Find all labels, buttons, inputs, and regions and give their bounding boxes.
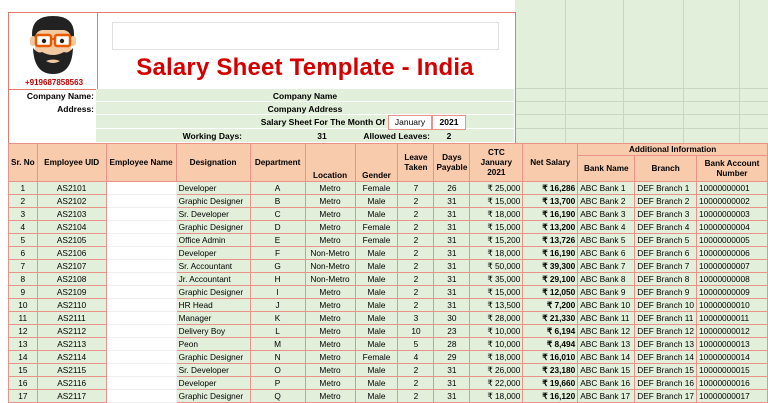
branch-cell[interactable]: DEF Branch 14: [635, 351, 697, 364]
ctc-cell[interactable]: ₹ 18,000: [470, 390, 523, 403]
designation-cell[interactable]: Developer: [176, 377, 250, 390]
bank-account-cell[interactable]: 10000000016: [696, 377, 767, 390]
branch-cell[interactable]: DEF Branch 8: [635, 273, 697, 286]
net-salary-cell[interactable]: ₹ 19,660: [523, 377, 578, 390]
employee-uid-cell[interactable]: AS2112: [37, 325, 106, 338]
gender-cell[interactable]: Male: [355, 273, 398, 286]
ctc-cell[interactable]: ₹ 15,000: [470, 221, 523, 234]
location-cell[interactable]: Metro: [305, 364, 355, 377]
bank-name-cell[interactable]: ABC Bank 7: [578, 260, 635, 273]
department-cell[interactable]: B: [250, 195, 305, 208]
employee-uid-cell[interactable]: AS2116: [37, 377, 106, 390]
designation-cell[interactable]: Graphic Designer: [176, 390, 250, 403]
department-cell[interactable]: G: [250, 260, 305, 273]
days-payable-cell[interactable]: 31: [434, 273, 470, 286]
net-salary-cell[interactable]: ₹ 13,200: [523, 221, 578, 234]
bank-account-cell[interactable]: 10000000006: [696, 247, 767, 260]
bank-name-cell[interactable]: ABC Bank 2: [578, 195, 635, 208]
table-row: [9, 182, 768, 195]
ctc-cell[interactable]: ₹ 15,200: [470, 234, 523, 247]
bank-account-cell[interactable]: 10000000005: [696, 234, 767, 247]
month-value: January: [394, 117, 426, 127]
table-row: [9, 273, 768, 286]
ctc-cell[interactable]: ₹ 28,000: [470, 312, 523, 325]
net-salary-cell[interactable]: ₹ 12,050: [523, 286, 578, 299]
days-payable-cell[interactable]: 30: [434, 312, 470, 325]
designation-cell[interactable]: Developer: [176, 182, 250, 195]
sr-no-cell[interactable]: 9: [9, 286, 38, 299]
days-payable-cell[interactable]: 31: [434, 208, 470, 221]
bank-name-cell[interactable]: ABC Bank 6: [578, 247, 635, 260]
sr-no-cell[interactable]: 15: [9, 364, 38, 377]
branch-cell[interactable]: DEF Branch 16: [635, 377, 697, 390]
days-payable-cell[interactable]: 31: [434, 286, 470, 299]
days-payable-cell[interactable]: 23: [434, 325, 470, 338]
employee-uid-cell[interactable]: AS2107: [37, 260, 106, 273]
bank-account-cell[interactable]: 10000000010: [696, 299, 767, 312]
employee-name-cell[interactable]: [106, 351, 176, 364]
title-input-box[interactable]: [112, 22, 499, 50]
ctc-cell[interactable]: ₹ 15,000: [470, 286, 523, 299]
table-row: [9, 260, 768, 273]
sr-no-cell[interactable]: 5: [9, 234, 38, 247]
net-salary-cell[interactable]: ₹ 16,010: [523, 351, 578, 364]
net-salary-cell[interactable]: ₹ 13,726: [523, 234, 578, 247]
bank-account-cell[interactable]: 10000000012: [696, 325, 767, 338]
branch-cell[interactable]: DEF Branch 7: [635, 260, 697, 273]
sheet-title: Salary Sheet Template - India: [136, 54, 474, 81]
salary-rows: [9, 182, 768, 403]
department-cell[interactable]: F: [250, 247, 305, 260]
days-payable-cell[interactable]: 26: [434, 182, 470, 195]
ctc-cell[interactable]: ₹ 10,000: [470, 338, 523, 351]
year-value: 2021: [439, 117, 459, 127]
col-ctc: CTC January 2021: [470, 144, 523, 182]
employee-uid-cell[interactable]: AS2110: [37, 299, 106, 312]
location-cell[interactable]: Metro: [305, 312, 355, 325]
table-row: [9, 299, 768, 312]
designation-cell[interactable]: Developer: [176, 247, 250, 260]
logo: [12, 12, 92, 90]
leave-taken-cell[interactable]: 2: [398, 299, 434, 312]
col-days-payable: Days Payable: [434, 144, 470, 182]
branch-cell[interactable]: DEF Branch 11: [635, 312, 697, 325]
department-cell[interactable]: H: [250, 273, 305, 286]
location-cell[interactable]: Metro: [305, 234, 355, 247]
bank-name-cell[interactable]: ABC Bank 11: [578, 312, 635, 325]
net-salary-cell[interactable]: ₹ 16,286: [523, 182, 578, 195]
sr-no-cell[interactable]: 7: [9, 260, 38, 273]
gender-cell[interactable]: Male: [355, 325, 398, 338]
days-payable-cell[interactable]: 28: [434, 338, 470, 351]
empty-cells-area[interactable]: [515, 0, 768, 143]
table-row: [9, 247, 768, 260]
bank-name-cell[interactable]: ABC Bank 9: [578, 286, 635, 299]
gender-cell[interactable]: Male: [355, 286, 398, 299]
designation-cell[interactable]: Jr. Accountant: [176, 273, 250, 286]
employee-uid-cell[interactable]: AS2117: [37, 390, 106, 403]
leave-taken-cell[interactable]: 2: [398, 195, 434, 208]
gender-cell[interactable]: Male: [355, 208, 398, 221]
location-cell[interactable]: Metro: [305, 390, 355, 403]
gender-cell[interactable]: Male: [355, 299, 398, 312]
employee-name-cell[interactable]: [106, 273, 176, 286]
table-row: [9, 351, 768, 364]
days-payable-cell[interactable]: 31: [434, 221, 470, 234]
ctc-cell[interactable]: ₹ 18,000: [470, 247, 523, 260]
sr-no-cell[interactable]: 14: [9, 351, 38, 364]
phone-number: +919687858563: [24, 78, 84, 87]
net-salary-cell[interactable]: ₹ 6,194: [523, 325, 578, 338]
days-payable-cell[interactable]: 31: [434, 195, 470, 208]
col-bank-name: Bank Name: [578, 156, 635, 182]
location-cell[interactable]: Metro: [305, 221, 355, 234]
net-salary-cell[interactable]: ₹ 16,190: [523, 208, 578, 221]
gender-cell[interactable]: Female: [355, 351, 398, 364]
net-salary-cell[interactable]: ₹ 16,190: [523, 247, 578, 260]
employee-name-cell[interactable]: [106, 234, 176, 247]
ctc-cell[interactable]: ₹ 50,000: [470, 260, 523, 273]
branch-cell[interactable]: DEF Branch 13: [635, 338, 697, 351]
bank-name-cell[interactable]: ABC Bank 5: [578, 234, 635, 247]
col-designation: Designation: [176, 144, 250, 182]
ctc-cell[interactable]: ₹ 18,000: [470, 351, 523, 364]
employee-uid-cell[interactable]: AS2102: [37, 195, 106, 208]
col-branch: Branch: [635, 156, 697, 182]
col-bank-account: Bank Account Number: [696, 156, 767, 182]
leave-taken-cell[interactable]: 2: [398, 247, 434, 260]
gender-cell[interactable]: Female: [355, 234, 398, 247]
working-days-value: 31: [317, 131, 327, 141]
leave-taken-cell[interactable]: 2: [398, 234, 434, 247]
employee-uid-cell[interactable]: AS2103: [37, 208, 106, 221]
department-cell[interactable]: K: [250, 312, 305, 325]
bank-account-cell[interactable]: 10000000003: [696, 208, 767, 221]
gender-cell[interactable]: Female: [355, 221, 398, 234]
company-name-label: Company Name:: [26, 91, 94, 101]
department-cell[interactable]: I: [250, 286, 305, 299]
bank-name-cell[interactable]: ABC Bank 10: [578, 299, 635, 312]
employee-name-cell[interactable]: [106, 195, 176, 208]
bank-account-cell[interactable]: 10000000017: [696, 390, 767, 403]
bank-account-cell[interactable]: 10000000004: [696, 221, 767, 234]
department-cell[interactable]: O: [250, 364, 305, 377]
location-cell[interactable]: Metro: [305, 377, 355, 390]
branch-cell[interactable]: DEF Branch 9: [635, 286, 697, 299]
net-salary-cell[interactable]: ₹ 39,300: [523, 260, 578, 273]
days-payable-cell[interactable]: 31: [434, 390, 470, 403]
employee-name-cell[interactable]: [106, 182, 176, 195]
department-cell[interactable]: N: [250, 351, 305, 364]
days-payable-cell[interactable]: 29: [434, 351, 470, 364]
gender-cell[interactable]: Male: [355, 260, 398, 273]
table-row: [9, 195, 768, 208]
bank-name-cell[interactable]: ABC Bank 8: [578, 273, 635, 286]
bank-name-cell[interactable]: ABC Bank 4: [578, 221, 635, 234]
net-salary-cell[interactable]: ₹ 21,330: [523, 312, 578, 325]
allowed-leaves-value: 2: [446, 131, 452, 141]
location-cell[interactable]: Non-Metro: [305, 273, 355, 286]
designation-cell[interactable]: Manager: [176, 312, 250, 325]
sr-no-cell[interactable]: 16: [9, 377, 38, 390]
table-row: [9, 312, 768, 325]
col-leave-taken: Leave Taken: [398, 144, 434, 182]
gender-cell[interactable]: Male: [355, 312, 398, 325]
bank-account-cell[interactable]: 10000000011: [696, 312, 767, 325]
bank-account-cell[interactable]: 10000000015: [696, 364, 767, 377]
net-salary-cell[interactable]: ₹ 7,200: [523, 299, 578, 312]
bank-name-cell[interactable]: ABC Bank 3: [578, 208, 635, 221]
department-cell[interactable]: M: [250, 338, 305, 351]
department-cell[interactable]: Q: [250, 390, 305, 403]
ctc-cell[interactable]: ₹ 26,000: [470, 364, 523, 377]
col-sr-no: Sr. No: [9, 144, 38, 182]
days-payable-cell[interactable]: 31: [434, 364, 470, 377]
working-days-label: Working Days:: [182, 131, 242, 141]
table-row: [9, 234, 768, 247]
ctc-cell[interactable]: ₹ 25,000: [470, 182, 523, 195]
branch-cell[interactable]: DEF Branch 10: [635, 299, 697, 312]
employee-uid-cell[interactable]: AS2104: [37, 221, 106, 234]
col-employee-uid: Employee UID: [37, 144, 106, 182]
employee-name-cell[interactable]: [106, 286, 176, 299]
net-salary-cell[interactable]: ₹ 8,494: [523, 338, 578, 351]
sr-no-cell[interactable]: 2: [9, 195, 38, 208]
designation-cell[interactable]: Sr. Developer: [176, 208, 250, 221]
department-cell[interactable]: L: [250, 325, 305, 338]
col-net-salary: Net Salary: [523, 144, 578, 182]
gender-cell[interactable]: Male: [355, 377, 398, 390]
table-row: [9, 377, 768, 390]
employee-name-cell[interactable]: [106, 260, 176, 273]
branch-cell[interactable]: DEF Branch 17: [635, 390, 697, 403]
employee-name-cell[interactable]: [106, 312, 176, 325]
days-payable-cell[interactable]: 31: [434, 299, 470, 312]
ctc-cell[interactable]: ₹ 35,000: [470, 273, 523, 286]
gender-cell[interactable]: Female: [355, 182, 398, 195]
location-cell[interactable]: Metro: [305, 351, 355, 364]
address-value: Company Address: [267, 104, 343, 114]
employee-name-cell[interactable]: [106, 221, 176, 234]
table-row: [9, 286, 768, 299]
bank-account-cell[interactable]: 10000000009: [696, 286, 767, 299]
sr-no-cell[interactable]: 10: [9, 299, 38, 312]
branch-cell[interactable]: DEF Branch 12: [635, 325, 697, 338]
leave-taken-cell[interactable]: 2: [398, 390, 434, 403]
company-name-value: Company Name: [272, 91, 338, 101]
leave-taken-cell[interactable]: 4: [398, 351, 434, 364]
location-cell[interactable]: Metro: [305, 325, 355, 338]
leave-taken-cell[interactable]: 2: [398, 208, 434, 221]
branch-cell[interactable]: DEF Branch 15: [635, 364, 697, 377]
gender-cell[interactable]: Male: [355, 247, 398, 260]
bank-account-cell[interactable]: 10000000008: [696, 273, 767, 286]
col-location: Location: [305, 144, 355, 182]
branch-cell[interactable]: DEF Branch 5: [635, 234, 697, 247]
net-salary-cell[interactable]: ₹ 13,700: [523, 195, 578, 208]
employee-name-cell[interactable]: [106, 377, 176, 390]
sr-no-cell[interactable]: 12: [9, 325, 38, 338]
sr-no-cell[interactable]: 4: [9, 221, 38, 234]
department-cell[interactable]: A: [250, 182, 305, 195]
employee-name-cell[interactable]: [106, 299, 176, 312]
ctc-cell[interactable]: ₹ 13,500: [470, 299, 523, 312]
col-department: Department: [250, 144, 305, 182]
leave-taken-cell[interactable]: 3: [398, 312, 434, 325]
designation-cell[interactable]: Graphic Designer: [176, 286, 250, 299]
bank-name-cell[interactable]: ABC Bank 1: [578, 182, 635, 195]
department-cell[interactable]: J: [250, 299, 305, 312]
bank-name-cell[interactable]: ABC Bank 12: [578, 325, 635, 338]
employee-uid-cell[interactable]: AS2111: [37, 312, 106, 325]
employee-uid-cell[interactable]: AS2115: [37, 364, 106, 377]
employee-name-cell[interactable]: [106, 325, 176, 338]
ctc-cell[interactable]: ₹ 15,000: [470, 195, 523, 208]
sr-no-cell[interactable]: 1: [9, 182, 38, 195]
designation-cell[interactable]: Office Admin: [176, 234, 250, 247]
designation-cell[interactable]: Sr. Accountant: [176, 260, 250, 273]
allowed-leaves-label: Allowed Leaves:: [363, 131, 430, 141]
net-salary-cell[interactable]: ₹ 16,120: [523, 390, 578, 403]
department-cell[interactable]: E: [250, 234, 305, 247]
designation-cell[interactable]: Graphic Designer: [176, 351, 250, 364]
branch-cell[interactable]: DEF Branch 2: [635, 195, 697, 208]
gender-cell[interactable]: Male: [355, 338, 398, 351]
additional-info-header: Additional Information: [578, 144, 768, 156]
col-gender: Gender: [355, 144, 398, 182]
location-cell[interactable]: Non-Metro: [305, 260, 355, 273]
bank-account-cell[interactable]: 10000000002: [696, 195, 767, 208]
table-row: [9, 208, 768, 221]
bank-name-cell[interactable]: ABC Bank 17: [578, 390, 635, 403]
designation-cell[interactable]: Graphic Designer: [176, 221, 250, 234]
department-cell[interactable]: P: [250, 377, 305, 390]
bank-name-cell[interactable]: ABC Bank 14: [578, 351, 635, 364]
ctc-cell[interactable]: ₹ 10,000: [470, 325, 523, 338]
designation-cell[interactable]: Graphic Designer: [176, 195, 250, 208]
days-payable-cell[interactable]: 31: [434, 260, 470, 273]
days-payable-cell[interactable]: 31: [434, 377, 470, 390]
branch-cell[interactable]: DEF Branch 4: [635, 221, 697, 234]
employee-name-cell[interactable]: [106, 364, 176, 377]
designation-cell[interactable]: HR Head: [176, 299, 250, 312]
bank-account-cell[interactable]: 10000000014: [696, 351, 767, 364]
designation-cell[interactable]: Peon: [176, 338, 250, 351]
gender-cell[interactable]: Male: [355, 364, 398, 377]
employee-name-cell[interactable]: [106, 208, 176, 221]
sr-no-cell[interactable]: 6: [9, 247, 38, 260]
leave-taken-cell[interactable]: 2: [398, 260, 434, 273]
leave-taken-cell[interactable]: 5: [398, 338, 434, 351]
bearded-man-glasses-icon: [18, 12, 88, 76]
designation-cell[interactable]: Delivery Boy: [176, 325, 250, 338]
leave-taken-cell[interactable]: 2: [398, 377, 434, 390]
employee-uid-cell[interactable]: AS2113: [37, 338, 106, 351]
location-cell[interactable]: Metro: [305, 182, 355, 195]
table-row: [9, 221, 768, 234]
leave-taken-cell[interactable]: 2: [398, 364, 434, 377]
employee-uid-cell[interactable]: AS2114: [37, 351, 106, 364]
table-row: [9, 325, 768, 338]
bank-name-cell[interactable]: ABC Bank 15: [578, 364, 635, 377]
leave-taken-cell[interactable]: 2: [398, 221, 434, 234]
sr-no-cell[interactable]: 13: [9, 338, 38, 351]
employee-uid-cell[interactable]: AS2105: [37, 234, 106, 247]
sr-no-cell[interactable]: 3: [9, 208, 38, 221]
location-cell[interactable]: Metro: [305, 195, 355, 208]
gender-cell[interactable]: Male: [355, 195, 398, 208]
bank-name-cell[interactable]: ABC Bank 16: [578, 377, 635, 390]
branch-cell[interactable]: DEF Branch 6: [635, 247, 697, 260]
net-salary-cell[interactable]: ₹ 29,100: [523, 273, 578, 286]
bank-account-cell[interactable]: 10000000007: [696, 260, 767, 273]
table-row: [9, 338, 768, 351]
ctc-cell[interactable]: ₹ 22,000: [470, 377, 523, 390]
leave-taken-cell[interactable]: 2: [398, 286, 434, 299]
employee-uid-cell[interactable]: AS2101: [37, 182, 106, 195]
bank-name-cell[interactable]: ABC Bank 13: [578, 338, 635, 351]
ctc-cell[interactable]: ₹ 18,000: [470, 208, 523, 221]
sr-no-cell[interactable]: 11: [9, 312, 38, 325]
days-payable-cell[interactable]: 31: [434, 247, 470, 260]
location-cell[interactable]: Metro: [305, 338, 355, 351]
employee-uid-cell[interactable]: AS2106: [37, 247, 106, 260]
col-employee-name: Employee Name: [106, 144, 176, 182]
employee-name-cell[interactable]: [106, 338, 176, 351]
leave-taken-cell[interactable]: 2: [398, 273, 434, 286]
table-row: [9, 364, 768, 377]
leave-taken-cell[interactable]: 7: [398, 182, 434, 195]
department-cell[interactable]: D: [250, 221, 305, 234]
employee-uid-cell[interactable]: AS2109: [37, 286, 106, 299]
employee-name-cell[interactable]: [106, 247, 176, 260]
bank-account-cell[interactable]: 10000000013: [696, 338, 767, 351]
salary-table: [8, 143, 768, 403]
bank-account-cell[interactable]: 10000000001: [696, 182, 767, 195]
department-cell[interactable]: C: [250, 208, 305, 221]
location-cell[interactable]: Metro: [305, 299, 355, 312]
leave-taken-cell[interactable]: 10: [398, 325, 434, 338]
branch-cell[interactable]: DEF Branch 3: [635, 208, 697, 221]
sr-no-cell[interactable]: 17: [9, 390, 38, 403]
address-label: Address:: [57, 104, 94, 114]
employee-uid-cell[interactable]: AS2108: [37, 273, 106, 286]
period-label: Salary Sheet For The Month Of: [260, 117, 385, 127]
days-payable-cell[interactable]: 31: [434, 234, 470, 247]
designation-cell[interactable]: Sr. Developer: [176, 364, 250, 377]
net-salary-cell[interactable]: ₹ 23,180: [523, 364, 578, 377]
location-cell[interactable]: Metro: [305, 208, 355, 221]
branch-cell[interactable]: DEF Branch 1: [635, 182, 697, 195]
sr-no-cell[interactable]: 8: [9, 273, 38, 286]
location-cell[interactable]: Metro: [305, 286, 355, 299]
location-cell[interactable]: Non-Metro: [305, 247, 355, 260]
gender-cell[interactable]: Male: [355, 390, 398, 403]
